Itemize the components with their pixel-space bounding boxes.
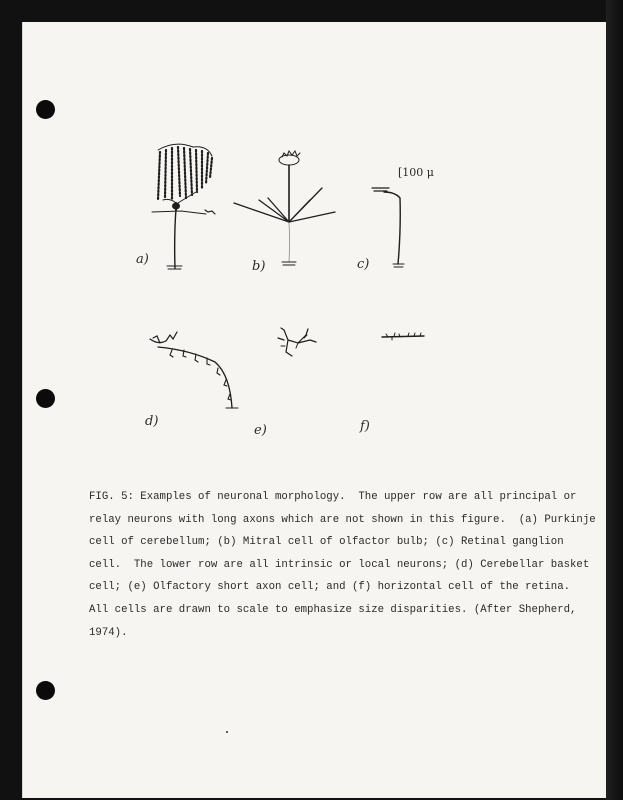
mitral-cell-drawing xyxy=(234,151,335,265)
retinal-ganglion-drawing xyxy=(372,188,404,267)
purkinje-cell-drawing xyxy=(152,144,215,269)
figure-caption xyxy=(89,486,596,644)
label-a: a) xyxy=(136,252,149,267)
caption-line: cell; (e) Olfactory short axon cell; and (f) horizontal cell of the retina. xyxy=(89,581,571,594)
scale-bar-label: [100 μ xyxy=(398,166,434,179)
caption-line: cell. The lower row are all intrinsic or local neurons; (d) Cerebellar basket xyxy=(89,558,590,571)
horizontal-cell-drawing xyxy=(382,333,424,340)
short-axon-cell-drawing xyxy=(278,328,316,356)
scale-bar xyxy=(398,166,434,179)
page-speck xyxy=(226,731,228,733)
caption-line: FIG. 5: Examples of neuronal morphology. The upper row are all principal or xyxy=(89,491,577,503)
caption-line: All cells are drawn to scale to emphasize size disparities. (After Shepherd, xyxy=(89,603,577,616)
label-f: f) xyxy=(360,419,370,434)
caption-line: cell of cerebellum; (b) Mitral cell of olfactor bulb; (c) Retinal ganglion xyxy=(89,536,564,549)
caption-line: 1974). xyxy=(89,626,128,639)
label-b: b) xyxy=(252,259,266,274)
label-d: d) xyxy=(145,414,159,429)
binder-hole-bottom xyxy=(36,681,55,700)
caption-line: relay neurons with long axons which are not shown in this figure. (a) Purkinje xyxy=(89,513,596,526)
basket-cell-drawing xyxy=(150,332,238,408)
label-c: c) xyxy=(357,257,370,272)
label-e: e) xyxy=(254,423,267,438)
